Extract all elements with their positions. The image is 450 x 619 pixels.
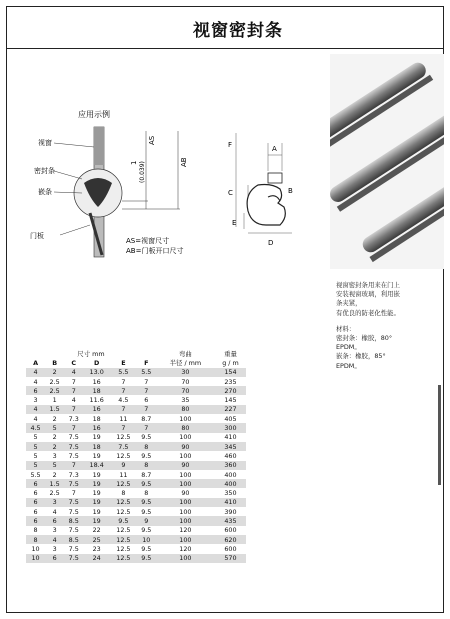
- col-header-f: F: [144, 358, 149, 367]
- table-cell: 345: [215, 442, 246, 451]
- table-cell: 6: [33, 507, 38, 516]
- table-cell: 227: [215, 405, 246, 414]
- table-cell: 19: [92, 433, 101, 442]
- table-cell: 4.5: [26, 423, 45, 432]
- table-cell: 5: [45, 461, 64, 470]
- table-cell: 100: [179, 507, 192, 516]
- table-cell: 8.7: [141, 414, 152, 423]
- table-cell: 5.5: [137, 368, 156, 377]
- table-cell: 16: [83, 423, 110, 432]
- table-cell: 90: [156, 442, 215, 451]
- table-cell: 2: [45, 442, 64, 451]
- table-cell: 7: [110, 423, 137, 432]
- header-divider: [6, 48, 444, 49]
- table-cell: 360: [215, 461, 246, 470]
- table-cell: 154: [215, 368, 246, 377]
- table-cell: 570: [215, 554, 246, 563]
- table-cell: 4: [64, 368, 83, 377]
- table-cell: 13.0: [83, 368, 110, 377]
- table-cell: 3: [45, 498, 64, 507]
- table-cell: 9.5: [141, 433, 152, 442]
- table-cell: 2.5: [49, 489, 60, 498]
- material-line: 密封条：橡胶，80°: [336, 334, 393, 343]
- table-row: [26, 470, 246, 479]
- table-cell: 8: [144, 489, 149, 498]
- label-window: 视窗: [38, 139, 52, 147]
- legend-as: AS=视窗尺寸: [126, 237, 170, 245]
- table-cell: 90: [181, 489, 190, 498]
- table-cell: 18.4: [83, 461, 110, 470]
- table-row: [26, 461, 246, 470]
- product-description: [336, 281, 440, 371]
- table-cell: 3: [33, 396, 38, 405]
- table-cell: 11.6: [89, 396, 104, 405]
- table-cell: 7: [137, 405, 156, 414]
- table-cell: 7: [110, 386, 137, 395]
- table-cell: 3: [52, 544, 57, 553]
- dim-e: E: [232, 219, 237, 227]
- table-cell: 7: [64, 386, 83, 395]
- table-cell: 3: [52, 526, 57, 535]
- table-cell: 400: [224, 470, 237, 479]
- table-cell: 11: [119, 414, 128, 423]
- table-cell: 7: [144, 377, 149, 386]
- table-cell: 7.5: [68, 433, 79, 442]
- table-cell: 23: [92, 544, 101, 553]
- dim-0039: (0.039): [139, 161, 146, 183]
- table-cell: 7.3: [68, 470, 79, 479]
- table-cell: 70: [181, 377, 190, 386]
- table-cell: 19: [83, 498, 110, 507]
- table-cell: 100: [179, 414, 192, 423]
- table-row: [26, 414, 246, 423]
- col-header-e: E: [121, 358, 126, 367]
- col-header-c: C: [71, 358, 77, 367]
- table-cell: 9: [137, 516, 156, 525]
- table-cell: 8: [33, 526, 38, 535]
- table-cell: 7: [64, 461, 83, 470]
- table-cell: 2: [52, 414, 57, 423]
- table-cell: 7: [137, 386, 156, 395]
- table-cell: 7.5: [64, 442, 83, 451]
- table-cell: 460: [224, 451, 237, 460]
- table-cell: 7: [110, 405, 137, 414]
- table-cell: 90: [156, 461, 215, 470]
- table-cell: 25: [83, 535, 110, 544]
- table-cell: 8.7: [141, 470, 152, 479]
- table-cell: 100: [179, 470, 192, 479]
- col-header-b: B: [52, 358, 58, 367]
- table-cell: 2: [52, 470, 57, 479]
- label-door: 门板: [30, 232, 44, 240]
- product-photo: [330, 54, 444, 269]
- dim-f: F: [228, 141, 233, 149]
- label-filler: 嵌条: [38, 188, 52, 196]
- table-cell: 435: [215, 516, 246, 525]
- dim-d: D: [268, 239, 274, 247]
- table-cell: 4: [26, 368, 45, 377]
- weight-header-1: 重量: [224, 350, 237, 359]
- material-line: EPDM。: [336, 343, 361, 352]
- table-cell: 4: [71, 396, 76, 405]
- table-cell: 70: [156, 386, 215, 395]
- table-row: [26, 507, 246, 516]
- radius-header-2: 半径 / mm: [169, 359, 202, 368]
- table-cell: 100: [156, 554, 215, 563]
- table-cell: 7: [71, 377, 76, 386]
- table-cell: 7.5: [64, 554, 83, 563]
- table-cell: 4: [33, 414, 38, 423]
- table-cell: 2.5: [45, 386, 64, 395]
- table-cell: 120: [179, 526, 192, 535]
- table-cell: 100: [156, 535, 215, 544]
- table-cell: 7: [121, 377, 126, 386]
- table-cell: 100: [156, 479, 215, 488]
- table-row: [26, 516, 246, 525]
- table-cell: 6: [45, 516, 64, 525]
- table-cell: 10: [137, 535, 156, 544]
- table-cell: 12.5: [116, 451, 131, 460]
- table-row: [26, 395, 246, 404]
- table-cell: 390: [224, 507, 237, 516]
- table-cell: 10: [31, 544, 40, 553]
- table-row: [26, 368, 246, 377]
- table-cell: 9.5: [141, 507, 152, 516]
- table-header-row: [26, 349, 246, 358]
- table-cell: 22: [92, 526, 101, 535]
- table-cell: 410: [224, 433, 237, 442]
- table-row: [26, 433, 246, 442]
- table-row: [26, 423, 246, 432]
- table-cell: 7.5: [68, 544, 79, 553]
- table-cell: 18: [83, 442, 110, 451]
- table-cell: 2: [52, 433, 57, 442]
- table-row: [26, 377, 246, 386]
- table-cell: 2: [45, 368, 64, 377]
- table-row: [26, 386, 246, 395]
- table-cell: 4: [52, 507, 57, 516]
- table-cell: 7.5: [68, 451, 79, 460]
- table-cell: 2.5: [49, 377, 60, 386]
- table-cell: 19: [92, 470, 101, 479]
- table-cell: 145: [224, 396, 237, 405]
- table-cell: 5: [45, 423, 64, 432]
- table-row: [26, 526, 246, 535]
- table-cell: 8: [137, 461, 156, 470]
- table-cell: 350: [224, 489, 237, 498]
- table-cell: 100: [179, 451, 192, 460]
- page-title: 视窗密封条: [193, 21, 283, 41]
- table-cell: 12.5: [116, 526, 131, 535]
- table-cell: 12.5: [110, 479, 137, 488]
- table-cell: 4: [45, 535, 64, 544]
- table-cell: 5: [26, 461, 45, 470]
- table-cell: 100: [156, 498, 215, 507]
- table-cell: 100: [156, 516, 215, 525]
- table-cell: 9.5: [141, 451, 152, 460]
- table-row: [26, 442, 246, 451]
- table-cell: 9.5: [141, 544, 152, 553]
- size-group-header: 尺寸 mm: [77, 350, 105, 359]
- table-cell: 5: [26, 442, 45, 451]
- table-cell: 8: [137, 442, 156, 451]
- table-cell: 300: [215, 423, 246, 432]
- table-cell: 6: [26, 516, 45, 525]
- table-cell: 18: [92, 414, 101, 423]
- table-cell: 6: [26, 386, 45, 395]
- table-cell: 4: [33, 377, 38, 386]
- table-cell: 100: [179, 433, 192, 442]
- label-seal: 密封条: [34, 167, 55, 175]
- table-cell: 8.5: [64, 535, 83, 544]
- table-cell: 3: [52, 451, 57, 460]
- table-cell: 19: [92, 507, 101, 516]
- table-cell: 4.5: [118, 396, 129, 405]
- table-cell: 7.5: [64, 479, 83, 488]
- intro-line: 安装视窗玻璃，利用嵌: [336, 290, 400, 299]
- table-cell: 9.5: [137, 554, 156, 563]
- table-cell: 1: [52, 396, 57, 405]
- table-cell: 9.5: [141, 526, 152, 535]
- table-cell: 30: [156, 368, 215, 377]
- table-cell: 5.5: [110, 368, 137, 377]
- table-column-header-row: [26, 358, 246, 367]
- table-cell: 12.5: [110, 554, 137, 563]
- table-row: [26, 479, 246, 488]
- table-cell: 270: [215, 386, 246, 395]
- table-cell: 12.5: [116, 433, 131, 442]
- intro-line: 视窗密封条用来在门上: [336, 281, 400, 289]
- table-cell: 8: [121, 489, 126, 498]
- table-cell: 19: [92, 489, 101, 498]
- dim-b: B: [288, 187, 293, 195]
- table-cell: 7: [137, 423, 156, 432]
- table-cell: 620: [215, 535, 246, 544]
- table-cell: 35: [181, 396, 190, 405]
- dim-ab: AB: [180, 157, 188, 167]
- table-cell: 6: [144, 396, 149, 405]
- col-header-a: A: [33, 358, 39, 367]
- material-title: 材料：: [336, 324, 356, 333]
- table-cell: 7.5: [68, 507, 79, 516]
- weight-header-2: g / m: [222, 358, 239, 367]
- table-cell: 18: [83, 386, 110, 395]
- table-cell: 9: [110, 461, 137, 470]
- table-cell: 7.5: [64, 498, 83, 507]
- table-cell: 6: [33, 489, 38, 498]
- table-cell: 7: [64, 405, 83, 414]
- table-cell: 16: [83, 405, 110, 414]
- dim-1: 1: [130, 160, 138, 165]
- edge-mark: [438, 385, 441, 485]
- table-cell: 7.3: [68, 414, 79, 423]
- table-cell: 4: [26, 405, 45, 414]
- table-cell: 7: [71, 489, 76, 498]
- table-cell: 12.5: [116, 507, 131, 516]
- table-cell: 120: [179, 544, 192, 553]
- table-cell: 6: [45, 554, 64, 563]
- table-body: [26, 368, 246, 563]
- table-cell: 19: [83, 479, 110, 488]
- material-line: 嵌条：橡胶，85°: [336, 352, 386, 361]
- table-cell: 12.5: [116, 544, 131, 553]
- legend-ab: AB=门板开口尺寸: [126, 247, 184, 255]
- table-cell: 8.5: [64, 516, 83, 525]
- table-cell: 16: [92, 377, 101, 386]
- table-cell: 19: [83, 516, 110, 525]
- table-cell: 7.5: [110, 442, 137, 451]
- table-cell: 10: [26, 554, 45, 563]
- table-cell: 410: [215, 498, 246, 507]
- dim-c: C: [228, 189, 233, 197]
- table-row: [26, 498, 246, 507]
- table-cell: 405: [224, 414, 237, 423]
- table-cell: 9.5: [137, 498, 156, 507]
- table-row: [26, 535, 246, 544]
- col-header-d: D: [93, 358, 100, 367]
- table-cell: 80: [156, 405, 215, 414]
- table-cell: 80: [156, 423, 215, 432]
- table-cell: 6: [26, 498, 45, 507]
- table-cell: 7: [64, 423, 83, 432]
- table-cell: 11: [119, 470, 128, 479]
- table-cell: 12.5: [110, 498, 137, 507]
- table-row: [26, 488, 246, 497]
- table-cell: 5.5: [30, 470, 41, 479]
- table-cell: 6: [26, 479, 45, 488]
- table-cell: 9.5: [137, 479, 156, 488]
- intro-line: 有优良的防老化性能。: [336, 308, 400, 317]
- table-cell: 5: [33, 433, 38, 442]
- material-line: EPDM。: [336, 361, 361, 370]
- table-cell: 235: [224, 377, 237, 386]
- dim-a: A: [272, 145, 277, 153]
- table-cell: 1.5: [45, 405, 64, 414]
- diagram-heading: 应用示例: [78, 110, 110, 119]
- table-row: [26, 554, 246, 563]
- table-cell: 600: [224, 526, 237, 535]
- table-cell: 5: [33, 451, 38, 460]
- table-cell: 1.5: [45, 479, 64, 488]
- table-row: [26, 405, 246, 414]
- table-cell: 19: [92, 451, 101, 460]
- rubber-profile-image: [330, 54, 444, 269]
- radius-header-1: 弯曲: [178, 350, 192, 359]
- table-cell: 600: [224, 544, 237, 553]
- table-cell: 8: [26, 535, 45, 544]
- table-row: [26, 544, 246, 553]
- dim-as: AS: [148, 135, 156, 145]
- table-cell: 12.5: [110, 535, 137, 544]
- intro-line: 条夹紧，: [336, 299, 362, 308]
- dimension-table: [26, 349, 246, 563]
- table-cell: 24: [83, 554, 110, 563]
- table-row: [26, 451, 246, 460]
- table-cell: 9.5: [110, 516, 137, 525]
- table-cell: 400: [215, 479, 246, 488]
- table-cell: 7.5: [68, 526, 79, 535]
- application-diagram: [30, 105, 320, 265]
